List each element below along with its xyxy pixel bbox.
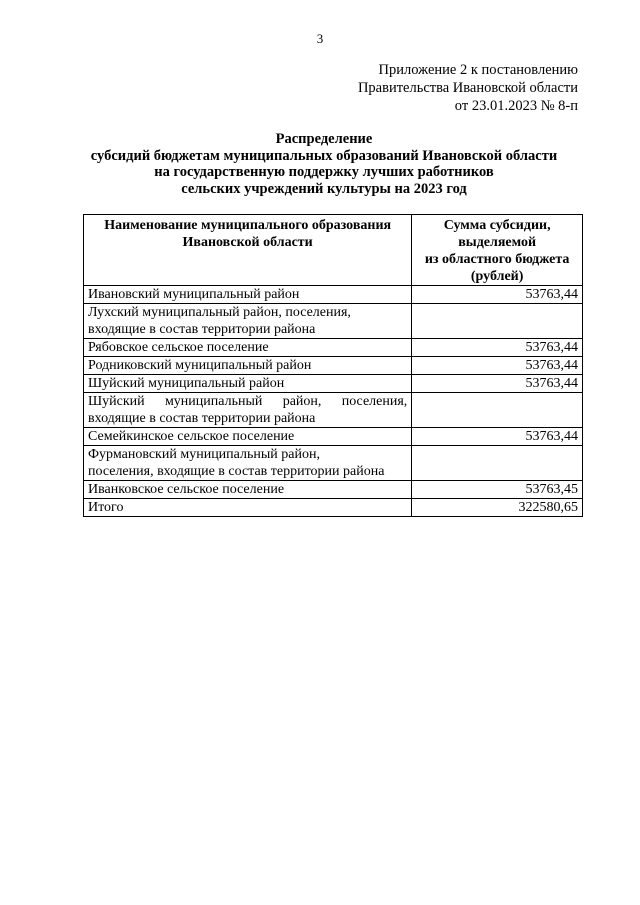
table-row — [84, 339, 583, 357]
municipality-cell: Рябовское сельское поселение — [84, 339, 412, 357]
table-row — [84, 357, 583, 375]
appendix-line: Правительства Ивановской области — [357, 80, 578, 96]
subsidies-table — [83, 214, 583, 517]
municipality-cell: Шуйский муниципальный район — [84, 375, 412, 393]
amount-cell — [412, 393, 583, 428]
title-line: на государственную поддержку лучших работников — [154, 164, 494, 180]
appendix-reference — [358, 61, 578, 115]
table-row — [84, 304, 583, 339]
amount-cell: 53763,44 — [412, 339, 583, 357]
amount-cell: 53763,44 — [412, 286, 583, 304]
municipality-cell: Фурмановский муниципальный район, поселения, входящие в состав территории района — [84, 446, 412, 481]
total-label-cell: Итого — [84, 499, 412, 517]
amount-cell: 53763,44 — [412, 357, 583, 375]
table-header-row — [84, 215, 583, 286]
table-row — [84, 428, 583, 446]
amount-cell: 53763,44 — [412, 375, 583, 393]
title-line: Распределение — [275, 131, 373, 147]
appendix-line: Приложение 2 к постановлению — [378, 62, 578, 78]
municipality-cell: Шуйский муниципальный район, поселения, входящие в состав территории района — [84, 393, 412, 428]
table-row — [84, 446, 583, 481]
amount-cell: 53763,44 — [412, 428, 583, 446]
municipality-cell: Лухский муниципальный район, поселения, входящие в состав территории района — [84, 304, 412, 339]
appendix-line: от 23.01.2023 № 8-п — [454, 98, 578, 114]
title-line: сельских учреждений культуры на 2023 год — [181, 180, 467, 197]
municipality-cell: Иванковское сельское поселение — [84, 481, 412, 499]
table-row — [84, 286, 583, 304]
table-row — [84, 375, 583, 393]
table-row — [84, 393, 583, 428]
total-amount-cell: 322580,65 — [412, 499, 583, 517]
document-title — [60, 131, 588, 197]
municipality-cell: Родниковский муниципальный район — [84, 357, 412, 375]
amount-cell — [412, 304, 583, 339]
table-row — [84, 481, 583, 499]
header-amount: Сумма субсидии, выделяемой из областного бюджета (рублей) — [412, 215, 583, 286]
amount-cell — [412, 446, 583, 481]
header-municipality: Наименование муниципального образования Ивановской области — [84, 215, 412, 286]
municipality-cell: Семейкинское сельское поселение — [84, 428, 412, 446]
title-line: субсидий бюджетам муниципальных образований Ивановской области — [90, 147, 558, 164]
page-number: 3 — [316, 31, 324, 46]
total-row — [84, 499, 583, 517]
municipality-cell: Ивановский муниципальный район — [84, 286, 412, 304]
amount-cell: 53763,45 — [412, 481, 583, 499]
